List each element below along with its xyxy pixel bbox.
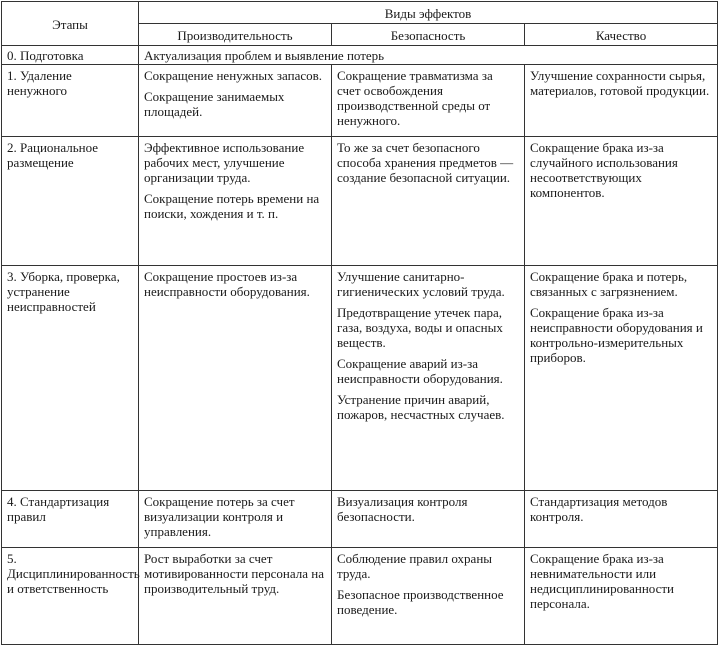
safety-cell	[332, 65, 525, 137]
cell-text: Сокращение брака из-за неисправности оборудования и контрольно-измерительных приборов.	[530, 305, 703, 365]
cell-text: Сокращение простоев из-за неисправности оборудования.	[144, 269, 310, 299]
cell-text: Стандартизация методов контроля.	[530, 494, 668, 524]
cell-text: То же за счет безопасного способа хранения предметов — создание безопасной ситуации.	[337, 140, 514, 185]
productivity-cell	[139, 548, 332, 645]
cell-text: Сокращение ненужных запасов.	[144, 68, 323, 83]
header-effects: Виды эффектов	[139, 2, 718, 24]
safety-cell	[332, 266, 525, 491]
cell-text: Сокращение потерь за счет визуализации контроля и управления.	[144, 494, 295, 539]
stage-cell: 4. Стандартизация правил	[2, 491, 139, 548]
table-row	[2, 266, 718, 491]
document	[1, 1, 718, 645]
safety-cell	[332, 137, 525, 266]
table-row	[2, 46, 718, 65]
safety-cell	[332, 491, 525, 548]
stage-cell: 3. Уборка, проверка, устранение неисправностей	[2, 266, 139, 491]
cell-text: Сокращение брака из-за невнимательности или недисциплинированности персонала.	[530, 551, 675, 611]
quality-cell	[525, 491, 718, 548]
cell-text: Улучшение санитарно-гигиенических условий труда.	[337, 269, 505, 299]
table-row	[2, 491, 718, 548]
cell-text: Предотвращение утечек пара, газа, воздуха, воды и опасных веществ.	[337, 305, 503, 350]
cell-text: Устранение причин аварий, пожаров, несчастных случаев.	[337, 392, 505, 422]
cell-text: Сокращение брака из-за случайного использования несоответствующих компонентов.	[530, 140, 678, 200]
quality-cell	[525, 65, 718, 137]
cell-text: Сокращение потерь времени на поиски, хождения и т. п.	[144, 191, 320, 221]
cell-text: Сокращение брака и потерь, связанных с загрязнением.	[530, 269, 688, 299]
header-stages: Этапы	[2, 2, 139, 46]
effects-table	[1, 1, 718, 645]
header-safety: Безопасность	[332, 24, 525, 46]
cell-text: Рост выработки за счет мотивированности персонала на производительный труд.	[144, 551, 324, 596]
cell-text: Сокращение травматизма за счет освобождения производственной среды от ненужного.	[337, 68, 493, 128]
cell-text: Эффективное использование рабочих мест, улучшение организации труда.	[144, 140, 305, 185]
header-quality: Качество	[525, 24, 718, 46]
stage-cell: 2. Рациональное размещение	[2, 137, 139, 266]
table-row	[2, 548, 718, 645]
productivity-cell	[139, 266, 332, 491]
productivity-cell	[139, 65, 332, 137]
quality-cell	[525, 548, 718, 645]
cell-text: Безопасное производственное поведение.	[337, 587, 504, 617]
cell-text: Улучшение сохранности сырья, материалов, готовой продукции.	[530, 68, 710, 98]
header-productivity: Производительность	[139, 24, 332, 46]
header-row	[2, 2, 718, 24]
cell-text: Сокращение занимаемых площадей.	[144, 89, 285, 119]
cell-text: Соблюдение правил охраны труда.	[337, 551, 493, 581]
table-row	[2, 65, 718, 137]
safety-cell	[332, 548, 525, 645]
stage-cell: 0. Подготовка	[2, 46, 139, 65]
productivity-cell	[139, 137, 332, 266]
quality-cell	[525, 266, 718, 491]
stage-cell: 5. Дисциплинированность и ответственность	[2, 548, 139, 645]
cell-text: Визуализация контроля безопасности.	[337, 494, 468, 524]
cell-text: Сокращение аварий из-за неисправности оборудования.	[337, 356, 503, 386]
productivity-cell	[139, 491, 332, 548]
quality-cell	[525, 137, 718, 266]
table-row	[2, 137, 718, 266]
merged-cell: Актуализация проблем и выявление потерь	[139, 46, 718, 65]
stage-cell: 1. Удаление ненужного	[2, 65, 139, 137]
